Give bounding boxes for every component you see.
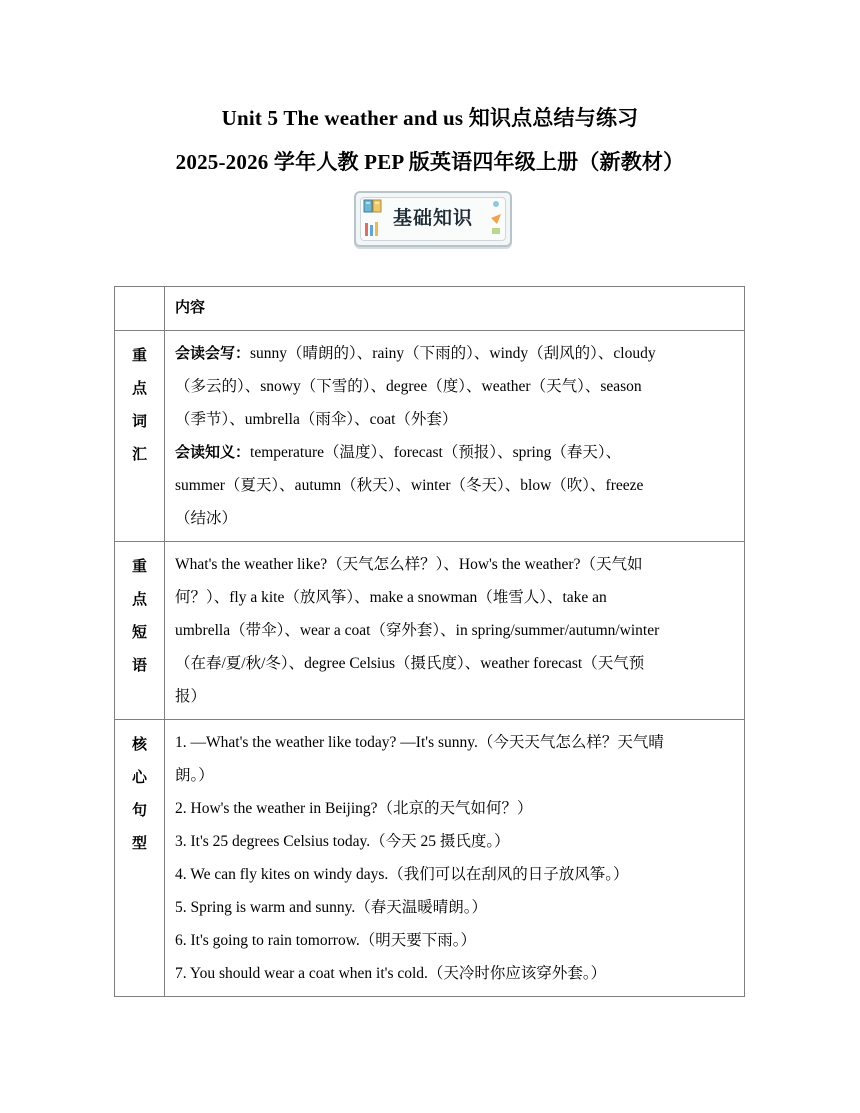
side-char: 点 xyxy=(131,590,147,608)
line-label: 会读会写： xyxy=(175,344,251,362)
side-char: 型 xyxy=(131,834,147,852)
row-content-phrases xyxy=(165,542,745,720)
line-label: 会读知义： xyxy=(175,443,251,461)
side-char: 句 xyxy=(131,801,147,819)
content-line: 朗。） xyxy=(175,767,214,784)
content-line: 6. It's going to rain tomorrow.（明天要下雨。） xyxy=(175,932,477,949)
content-line: 2. How's the weather in Beijing?（北京的天气如何？） xyxy=(175,800,533,817)
content-line: 4. We can fly kites on windy days.（我们可以在刮风的日子放风筝。） xyxy=(175,866,629,883)
content-line: 7. You should wear a coat when it's cold.（天冷时你应该穿外套。） xyxy=(175,965,607,982)
row-content-vocabulary xyxy=(165,331,745,542)
content-line: （结冰） xyxy=(175,510,238,527)
content-line: （多云的）、snowy（下雪的）、degree（度）、weather（天气）、season xyxy=(175,378,642,395)
row-label-sentences xyxy=(115,720,165,997)
side-char: 重 xyxy=(131,346,147,364)
table-row-vocabulary xyxy=(115,331,745,542)
header-corner-cell xyxy=(115,287,165,331)
table-row-sentences xyxy=(115,720,745,997)
banner-label: 基础知识 xyxy=(392,207,473,229)
document-title: Unit 5 The weather and us 知识点总结与练习 xyxy=(221,106,639,130)
knowledge-table xyxy=(114,286,745,997)
content-line: 报） xyxy=(175,688,207,705)
side-char: 短 xyxy=(131,623,147,641)
line-text: sunny（晴朗的）、rainy（下雨的）、windy（刮风的）、cloudy xyxy=(250,345,656,362)
document-subtitle: 2025-2026 学年人教 PEP 版英语四年级上册（新教材） xyxy=(175,150,685,174)
section-banner xyxy=(354,191,512,247)
row-label-phrases xyxy=(115,542,165,720)
table-header-row xyxy=(115,287,745,331)
table-row-phrases xyxy=(115,542,745,720)
content-line xyxy=(175,436,734,469)
content-line: What's the weather like?（天气怎么样？）、How's the weather?（天气如 xyxy=(175,556,643,573)
side-char: 重 xyxy=(131,557,147,575)
content-line: 5. Spring is warm and sunny.（春天温暖晴朗。） xyxy=(175,899,487,916)
row-content-sentences xyxy=(165,720,745,997)
content-line: （季节）、umbrella（雨伞）、coat（外套） xyxy=(175,411,458,428)
side-char: 核 xyxy=(131,735,147,753)
content-line: umbrella（带伞）、wear a coat（穿外套）、in spring/summer/autumn/winter xyxy=(175,622,660,639)
content-line: summer（夏天）、autumn（秋天）、winter（冬天）、blow（吹）、freeze xyxy=(175,477,644,494)
side-char: 汇 xyxy=(131,445,147,463)
row-label-vocabulary xyxy=(115,331,165,542)
line-text: temperature（温度）、forecast（预报）、spring（春天）、 xyxy=(250,444,622,461)
content-line: 3. It's 25 degrees Celsius today.（今天 25 摄氏度。） xyxy=(175,833,510,850)
side-char: 词 xyxy=(131,412,147,430)
content-line: （在春/夏/秋/冬）、degree Celsius（摄氏度）、weather forecast（天气预 xyxy=(175,655,645,672)
header-content-cell: 内容 xyxy=(165,287,745,331)
side-char: 点 xyxy=(131,379,147,397)
content-line: 1. —What's the weather like today? —It's sunny.（今天天气怎么样？天气晴 xyxy=(175,734,664,751)
side-char: 心 xyxy=(131,768,147,786)
content-line xyxy=(175,337,734,370)
content-line: 何？）、fly a kite（放风筝）、make a snowman（堆雪人）、take an xyxy=(175,589,607,606)
side-char: 语 xyxy=(131,656,147,674)
